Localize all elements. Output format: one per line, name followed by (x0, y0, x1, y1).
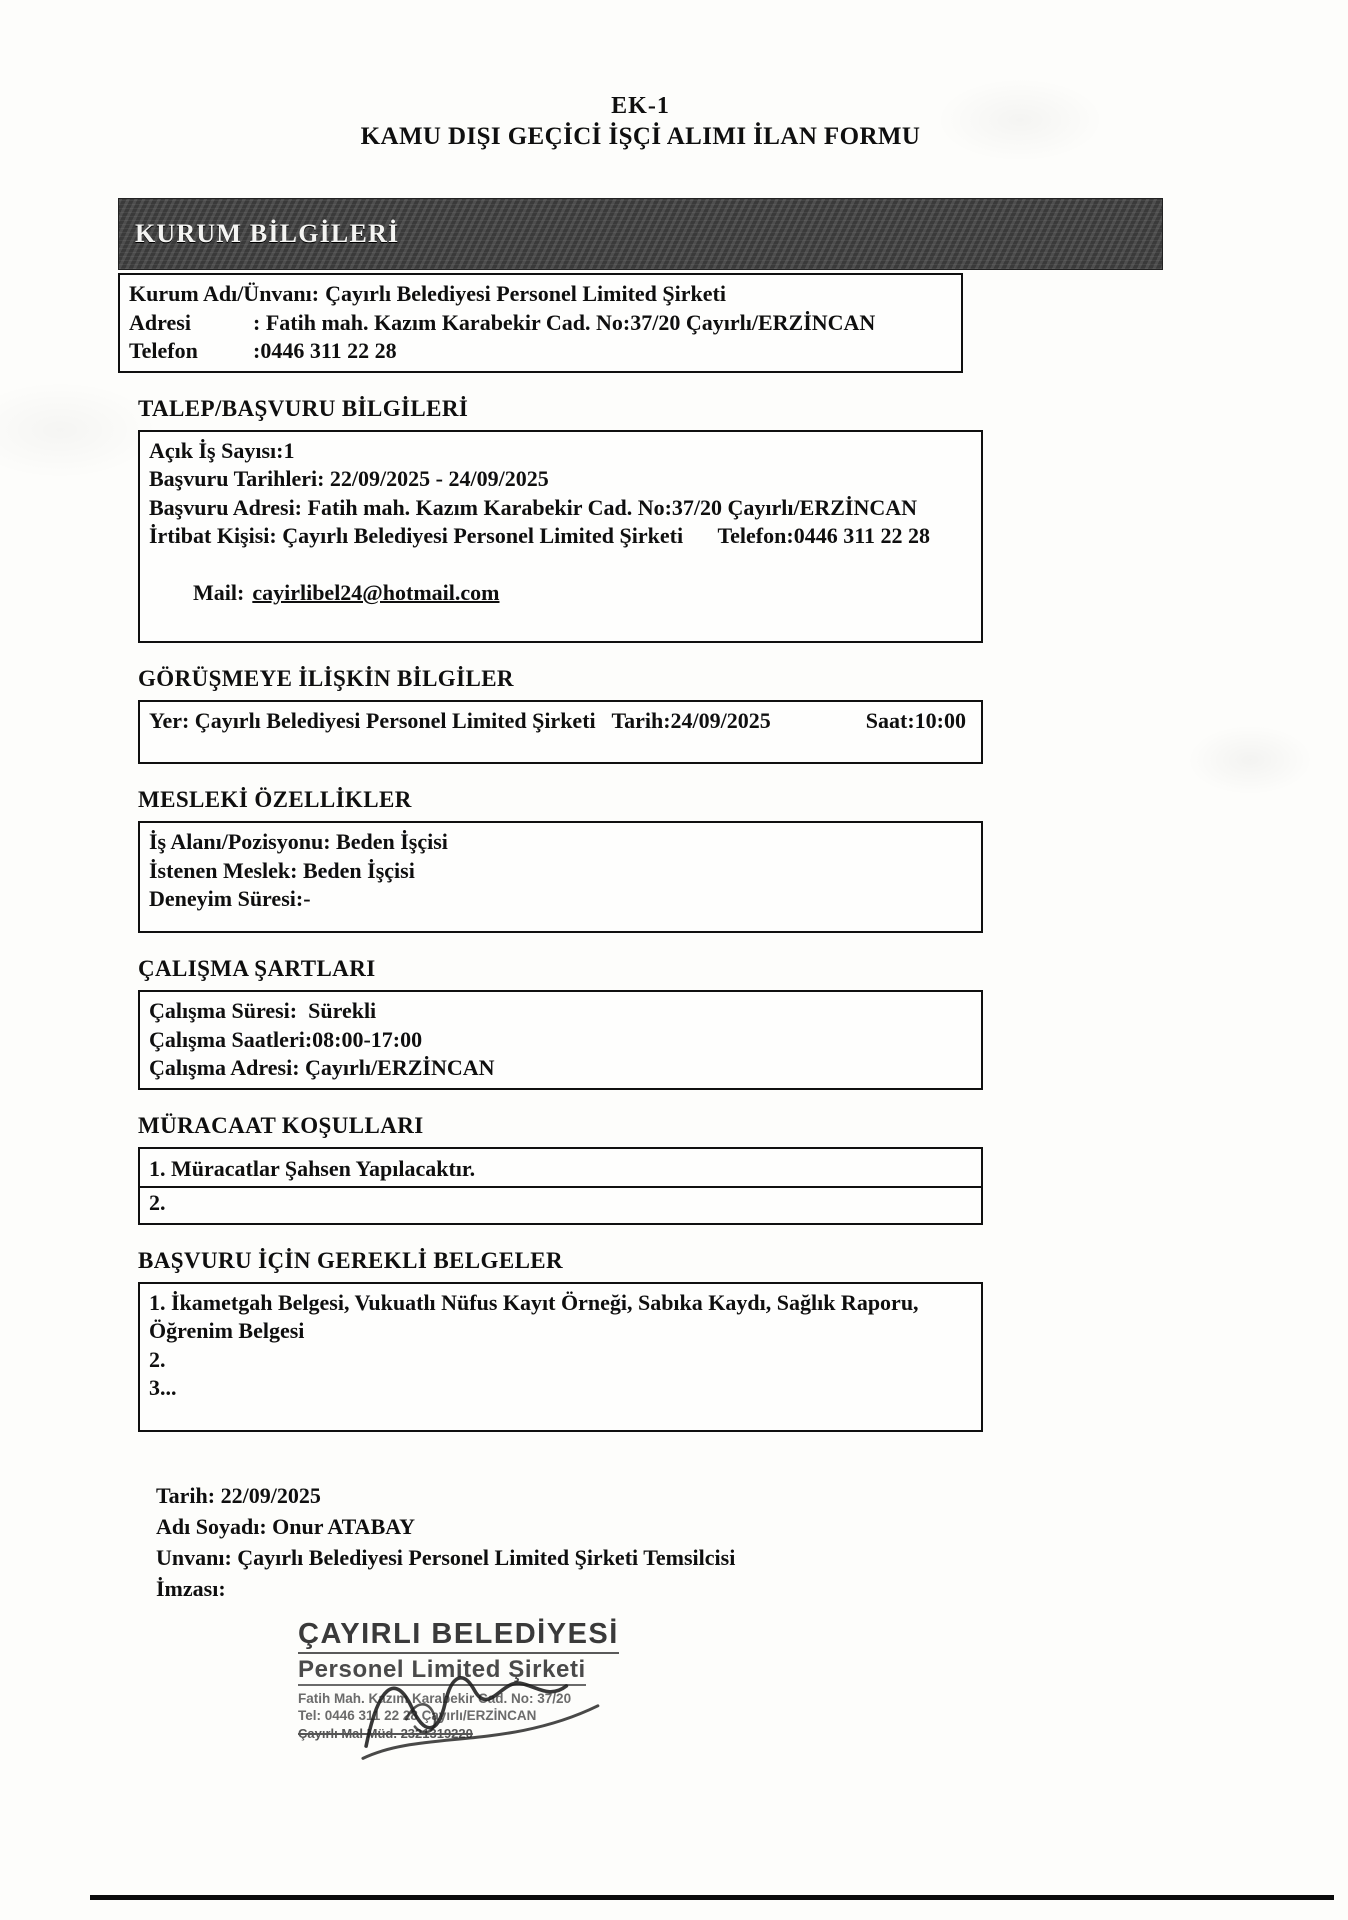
irtibat-telefon-text: Telefon:0446 311 22 28 (717, 523, 930, 548)
talep-basvuru-heading: TALEP/BAŞVURU BİLGİLERİ (138, 395, 469, 421)
irtibat-kisisi-line (149, 522, 972, 551)
gorusme-tarih-text: Tarih:24/09/2025 (611, 708, 771, 733)
stamp-phone: Tel: 0446 311 22 28 Çayırlı/ERZİNCAN (298, 1707, 537, 1723)
belgeler-item-2: 2. (149, 1346, 166, 1372)
mesleki-box (138, 821, 983, 933)
section-muracaat (118, 1112, 1348, 1225)
field-label: Telefon (129, 338, 198, 363)
calisma-adresi-line: Çalışma Adresi: Çayırlı/ERZİNCAN (149, 1055, 495, 1080)
telefon-row (129, 337, 952, 366)
section-belgeler (118, 1247, 1348, 1432)
company-stamp (298, 1618, 718, 1788)
gorusme-line (149, 707, 972, 736)
section-mesleki (118, 786, 1348, 933)
basvuru-adresi-line: Başvuru Adresi: Fatih mah. Kazım Karabekir Cad. No:37/20 Çayırlı/ERZİNCAN (149, 494, 917, 520)
calisma-heading: ÇALIŞMA ŞARTLARI (138, 956, 376, 981)
calisma-box (138, 990, 983, 1090)
footer-unvani: Unvanı: Çayırlı Belediyesi Personel Limited Şirketi Temsilcisi (156, 1544, 736, 1570)
field-value: : Fatih mah. Kazım Karabekir Cad. No:37/20 Çayırlı/ERZİNCAN (253, 309, 876, 335)
document-header (118, 92, 1163, 154)
belgeler-heading: BAŞVURU İÇİN GEREKLİ BELGELER (138, 1247, 564, 1273)
footer-adi-soyadi: Adı Soyadı: Onur ATABAY (156, 1513, 415, 1539)
mail-line (149, 551, 972, 637)
stamp-subtitle: Personel Limited Şirketi (298, 1656, 586, 1686)
muracaat-item-1: 1. Müracatlar Şahsen Yapılacaktır. (140, 1154, 981, 1188)
bottom-rule (90, 1895, 1334, 1900)
mesleki-heading: MESLEKİ ÖZELLİKLER (138, 787, 412, 812)
signature-scribble (342, 1642, 620, 1781)
form-code: EK-1 (611, 93, 670, 119)
calisma-suresi-line: Çalışma Süresi: Sürekli (149, 998, 377, 1023)
acik-is-sayisi-line: Açık İş Sayısı:1 (149, 437, 295, 463)
stamp-address: Fatih Mah. Kazım Karabekir Cad. No: 37/20 (298, 1690, 572, 1706)
mail-label: Mail: (193, 580, 245, 605)
irtibat-kisisi-text: İrtibat Kişisi: Çayırlı Belediyesi Personel Limited Şirketi (149, 523, 684, 548)
adres-row (129, 309, 952, 338)
is-alani-line: İş Alanı/Pozisyonu: Beden İşçisi (149, 829, 448, 854)
basvuru-tarihleri-line: Başvuru Tarihleri: 22/09/2025 - 24/09/2025 (149, 466, 549, 491)
kurum-bilgileri-heading: KURUM BİLGİLERİ (135, 219, 400, 248)
muracaat-box (138, 1147, 983, 1225)
field-value: Çayırlı Belediyesi Personel Limited Şirketi (325, 281, 726, 306)
kurum-adi-row (129, 280, 952, 309)
istenen-meslek-line: İstenen Meslek: Beden İşçisi (149, 857, 415, 883)
section-calisma (118, 955, 1348, 1090)
section-gorusme (118, 665, 1348, 764)
stamp-tax-number: Çayırlı Mal Müd. 2321319220 (298, 1725, 473, 1741)
field-label: Kurum Adı/Ünvanı: (129, 281, 320, 306)
section-header-kurum-bilgileri (118, 198, 1163, 270)
section-talep-basvuru (118, 395, 1348, 644)
talep-basvuru-box (138, 430, 983, 644)
calisma-saatleri-line: Çalışma Saatleri:08:00-17:00 (149, 1026, 423, 1052)
gorusme-yer-text: Yer: Çayırlı Belediyesi Personel Limited Şirketi (149, 708, 596, 733)
belgeler-item-3: 3... (149, 1375, 177, 1400)
deneyim-suresi-line: Deneyim Süresi:- (149, 886, 311, 911)
gorusme-saat-text: Saat:10:00 (865, 708, 966, 733)
signature-block (156, 1480, 1348, 1604)
stamp-title: ÇAYIRLI BELEDİYESİ (298, 1618, 619, 1654)
gorusme-heading: GÖRÜŞMEYE İLİŞKİN BİLGİLER (138, 666, 514, 691)
muracaat-item-2: 2. (149, 1189, 166, 1215)
belgeler-item-1: 1. İkametgah Belgesi, Vukuatlı Nüfus Kayıt Örneği, Sabıka Kaydı, Sağlık Raporu, Öğrenim Belgesi (149, 1289, 925, 1343)
form-title: KAMU DIŞI GEÇİCİ İŞÇİ ALIMI İLAN FORMU (360, 123, 921, 150)
gorusme-box (138, 700, 983, 764)
field-value: :0446 311 22 28 (253, 338, 397, 363)
belgeler-box (138, 1282, 983, 1432)
field-label: Adresi (129, 309, 191, 335)
footer-tarih: Tarih: 22/09/2025 (156, 1482, 321, 1508)
mail-link[interactable]: cayirlibel24@hotmail.com (252, 580, 500, 605)
kurum-bilgileri-box (118, 273, 963, 373)
footer-imzasi: İmzası: (156, 1575, 226, 1601)
muracaat-heading: MÜRACAAT KOŞULLARI (138, 1112, 424, 1138)
